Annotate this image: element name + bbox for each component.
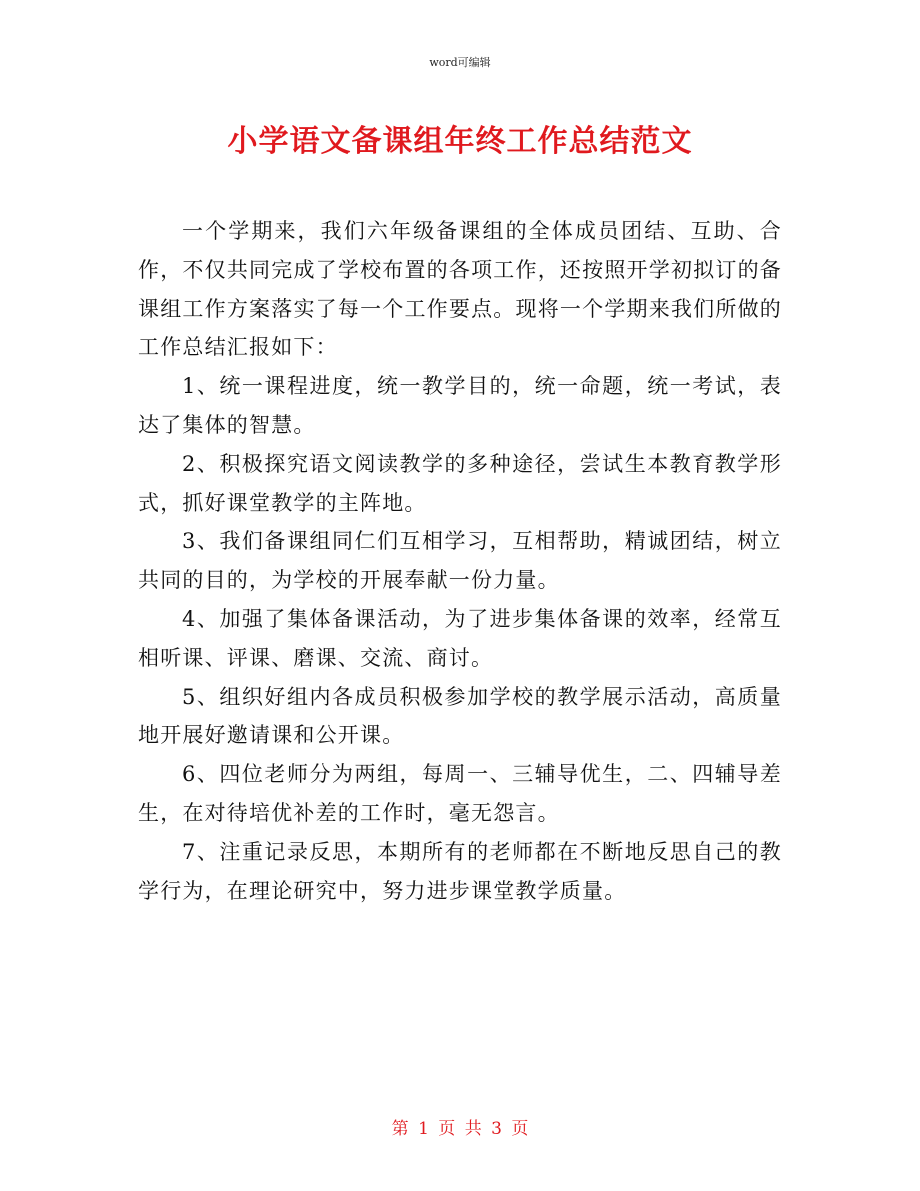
- paragraph-item-3: 3、我们备课组同仁们互相学习，互相帮助，精诚团结，树立共同的目的，为学校的开展奉献一份力量。: [138, 529, 782, 593]
- paragraph-item-4: 4、加强了集体备课活动，为了进步集体备课的效率，经常互相听课、评课、磨课、交流、商讨。: [138, 606, 782, 670]
- paragraph-item-7: 7、注重记录反思，本期所有的老师都在不断地反思自己的教学行为，在理论研究中，努力进步课堂教学质量。: [138, 839, 782, 903]
- document-body: [138, 212, 782, 910]
- document-title: 小学语文备课组年终工作总结范文: [227, 124, 693, 159]
- paragraph-intro: 一个学期来，我们六年级备课组的全体成员团结、互助、合作，不仅共同完成了学校布置的各项工作，还按照开学初拟订的备课组工作方案落实了每一个工作要点。现将一个学期来我们所做的工作总结汇报如下：: [138, 219, 782, 360]
- page-footer: 第 1 页 共 3 页: [391, 1119, 529, 1139]
- paragraph-item-6: 6、四位老师分为两组，每周一、三辅导优生，二、四辅导差生，在对待培优补差的工作时，毫无怨言。: [138, 762, 782, 825]
- paragraph-item-5: 5、组织好组内各成员积极参加学校的教学展示活动，高质量地开展好邀请课和公开课。: [138, 684, 782, 748]
- paragraph-item-1: 1、统一课程进度，统一教学目的，统一命题，统一考试，表达了集体的智慧。: [138, 374, 782, 437]
- header-note: word可编辑: [429, 56, 491, 69]
- paragraph-item-2: 2、积极探究语文阅读教学的多种途径，尝试生本教育教学形式，抓好课堂教学的主阵地。: [138, 451, 782, 515]
